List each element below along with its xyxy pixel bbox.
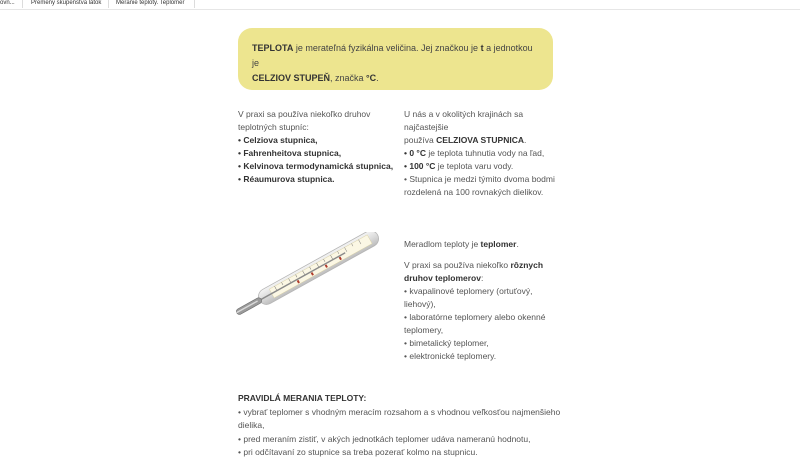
intro-text: je merateľná fyzikálna veličina. Jej značkou je [293, 43, 481, 53]
intro-text: a jednotkou je [252, 43, 533, 68]
celsius-item: • Stupnica je medzi týmito dvoma bodmi [404, 174, 555, 184]
thermometer-text: V praxi sa používa niekoľko [404, 260, 511, 270]
thermometer-text: Meradlom teploty je [404, 239, 481, 249]
list-item: • Réaumurova stupnica. [238, 174, 335, 184]
list-item: • pred meraním zistiť, v akých jednotkách teplomer udáva nameranú hodnotu, [238, 433, 531, 444]
list-item: • laboratórne teplomery alebo okenné teplomery, [404, 312, 546, 335]
celsius-text: je teplota varu vody. [435, 161, 514, 171]
tab-meranie-teploty[interactable]: Meranie teploty. Teplomer [116, 0, 185, 6]
celsius-item: rozdelená na 100 rovnakých dielikov. [404, 187, 544, 197]
unit-symbol: °C [366, 73, 377, 83]
celsius-text: používa [404, 135, 437, 145]
tab-bar [0, 0, 800, 10]
boiling-point: • 100 °C [404, 161, 436, 171]
list-item: • pri odčítavaní zo stupnice sa treba pozerať kolmo na stupnicu. [238, 447, 478, 457]
symbol-t: t [480, 43, 484, 53]
tab-previous[interactable]: ovn... [0, 0, 15, 6]
thermometer-section [404, 238, 556, 363]
freezing-point: • 0 °C [404, 148, 426, 158]
thermometer-icon [232, 232, 392, 322]
scales-intro: V praxi sa používa niekoľko druhov teplotných stupníc: [238, 109, 371, 132]
thermometer-types-term: rôznych druhov teplomerov [404, 260, 544, 283]
rules-title: PRAVIDLÁ MERANIA TEPLOTY: [238, 393, 367, 403]
tab-premeny-skupenstva[interactable]: Premeny skupenstva látok [31, 0, 102, 6]
thermometer-text: . [516, 239, 519, 249]
list-item: • bimetalický teplomer, [404, 338, 489, 348]
tab-separator [108, 0, 109, 8]
measurement-rules [238, 392, 568, 460]
list-item: • Fahrenheitova stupnica, [238, 148, 342, 158]
scales-section [238, 108, 398, 186]
list-item: • vybrať teplomer s vhodným meracím rozsahom a s vhodnou veľkosťou najmenšieho dielika, [238, 406, 561, 430]
intro-text: . [376, 73, 379, 83]
thermometer-term: teplomer [480, 239, 517, 249]
celsius-line1: U nás a v okolitých krajinách sa najčastejšie [404, 109, 524, 132]
list-item: • Celziova stupnica, [238, 135, 318, 145]
tab-separator [194, 0, 195, 8]
unit-name: CELZIOV STUPEŇ [252, 73, 331, 83]
list-item: • Kelvinova termodynamická stupnica, [238, 161, 394, 171]
intro-text: , značka [330, 73, 367, 83]
list-item: • elektronické teplomery. [404, 351, 497, 361]
thermometer-text: : [480, 273, 484, 283]
celsius-scale-name: CELZIOVA STUPNICA [436, 135, 524, 145]
celsius-text: je teplota tuhnutia vody na ľad, [425, 148, 545, 158]
tab-separator [22, 0, 23, 8]
definition-callout [238, 28, 553, 90]
list-item: • kvapalinové teplomery (ortuťový, liehový), [404, 286, 533, 309]
celsius-text: . [523, 135, 527, 145]
celsius-section [404, 108, 556, 199]
term-teplota: TEPLOTA [252, 43, 294, 53]
